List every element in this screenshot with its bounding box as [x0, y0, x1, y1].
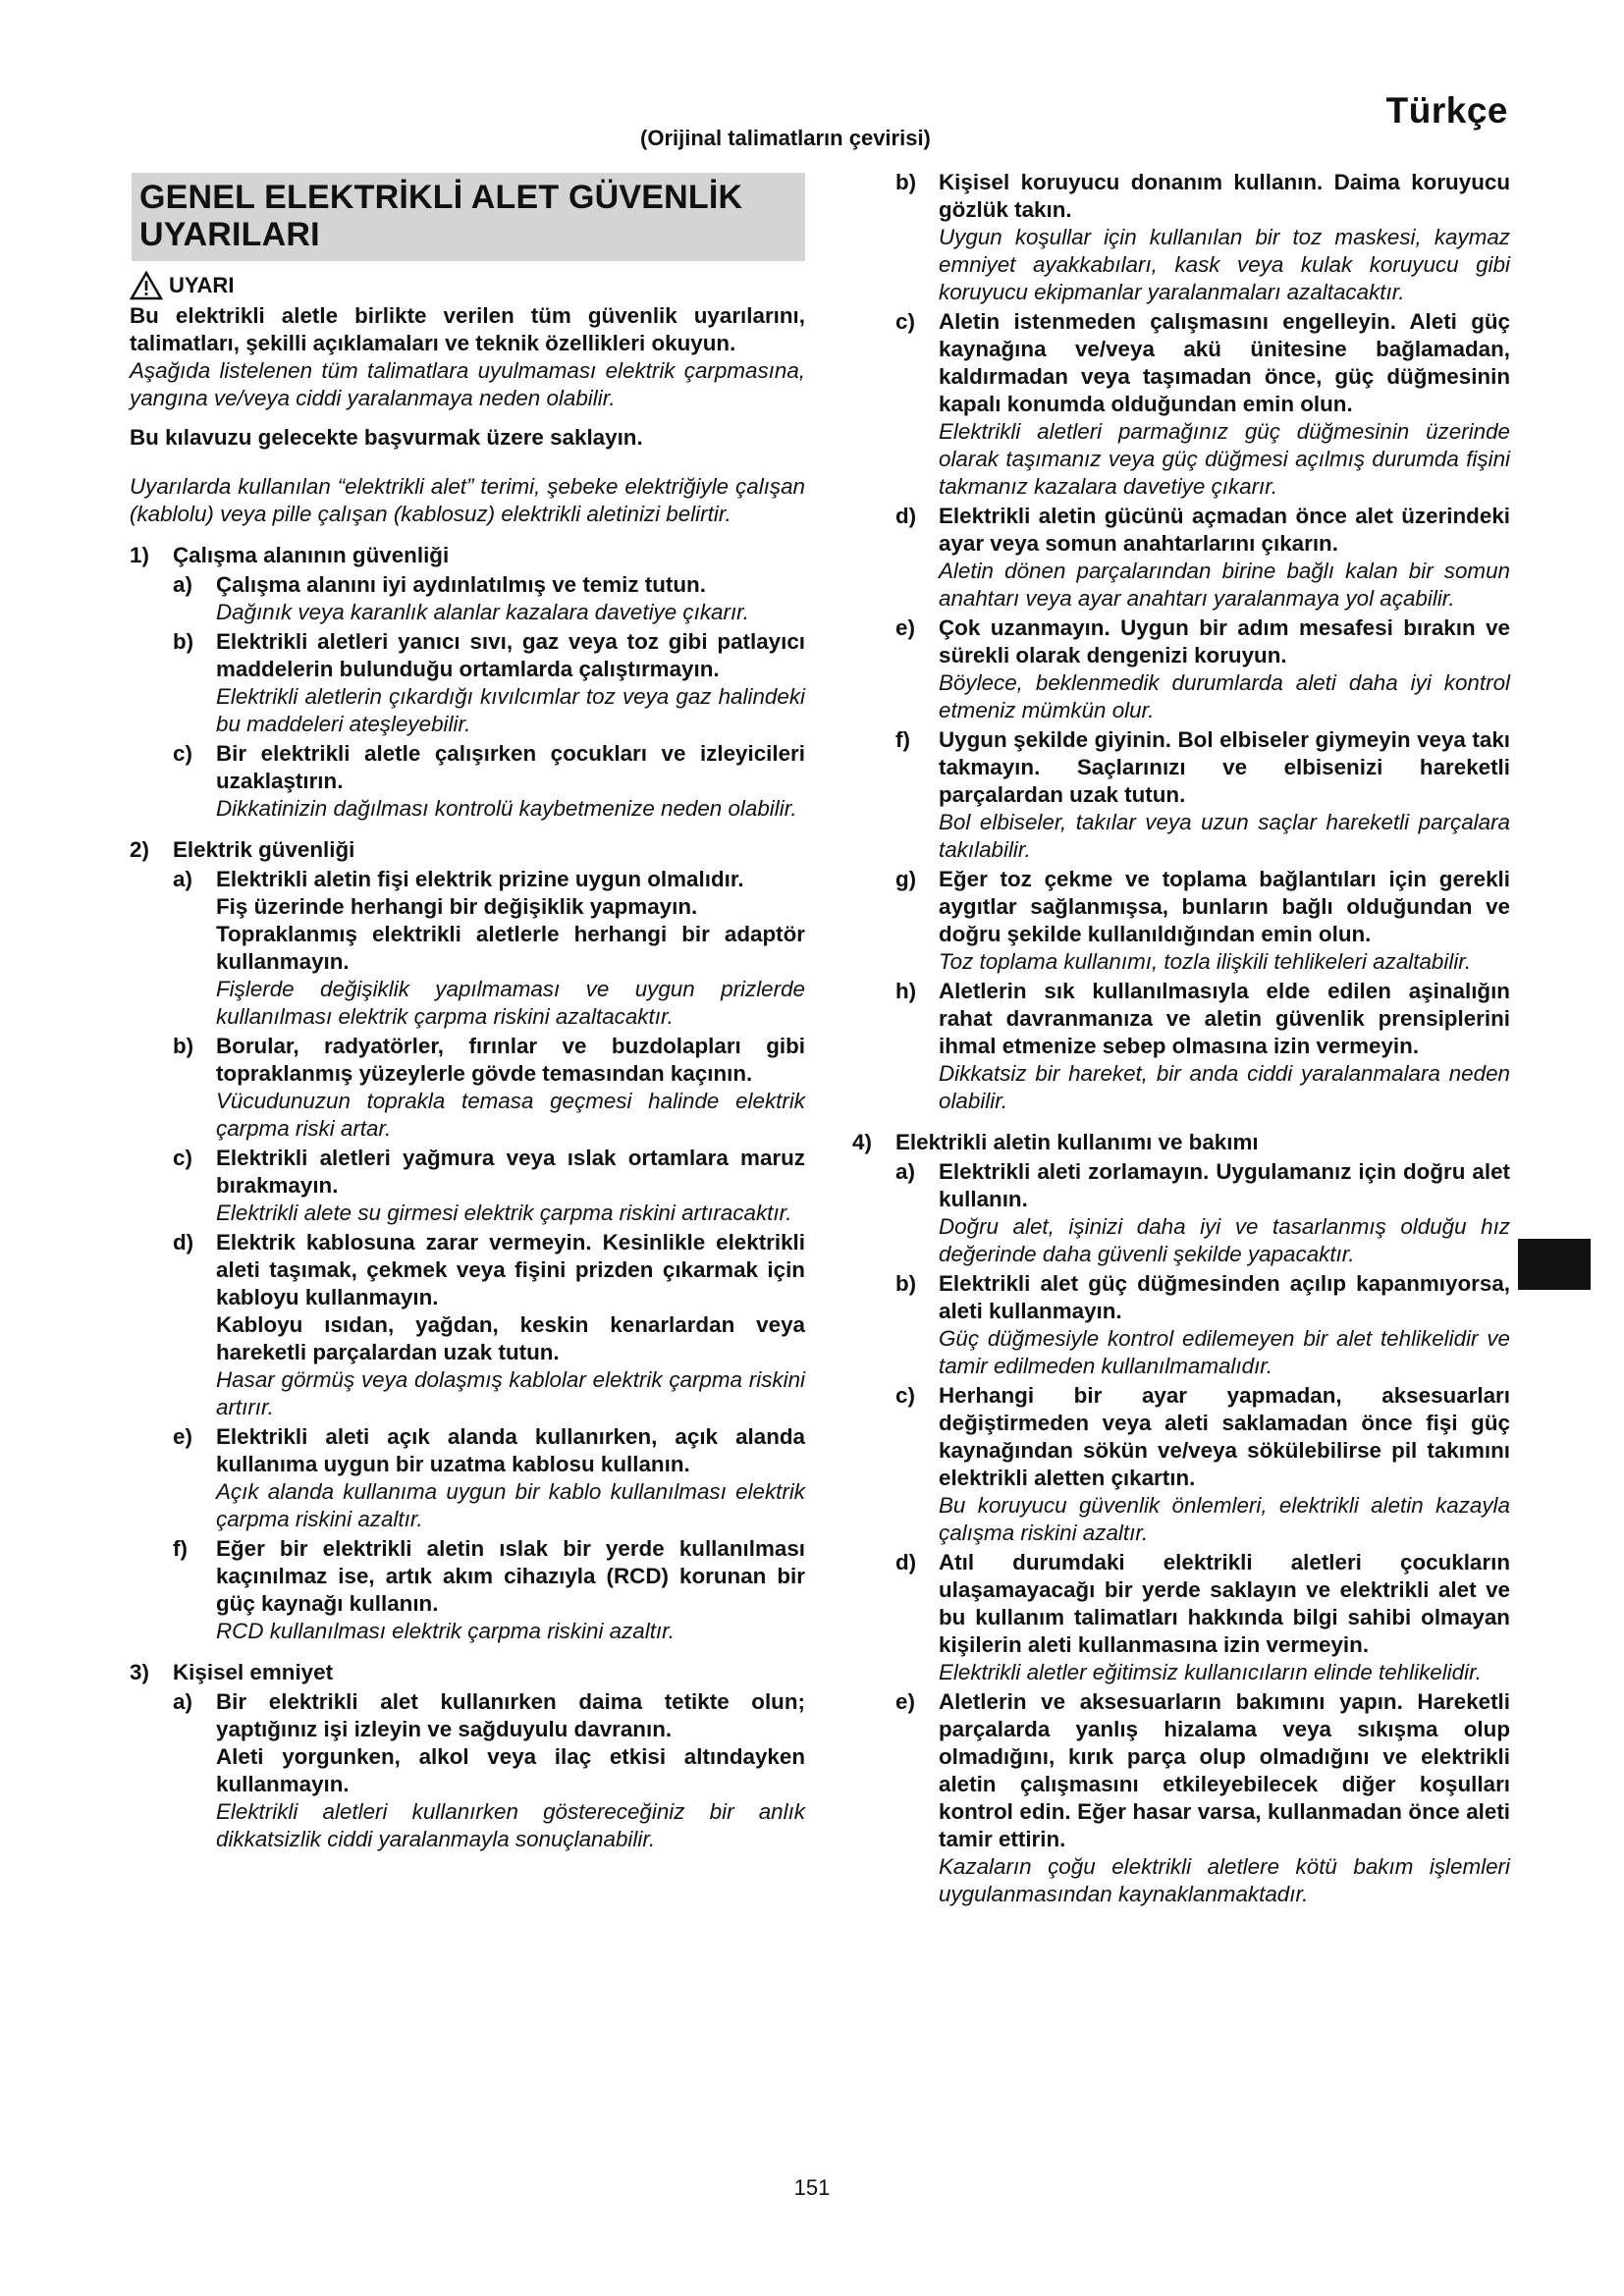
item-body: [216, 1423, 805, 1533]
item-instruction: Aleti yorgunken, alkol veya ilaç etkisi altındayken kullanmayın.: [216, 1744, 805, 1796]
translation-subtitle: (Orijinal talimatların çevirisi): [640, 126, 931, 150]
keep-manual-note: Bu kılavuzu gelecekte başvurmak üzere saklayın.: [130, 425, 643, 450]
item-instruction: Atıl durumdaki elektrikli aletleri çocukların ulaşamayacağı bir yerde saklayın ve elektrikli alet ve bu kullanım talimatları hakkında bilgi sahibi olmayan kişilerin aleti kullanmasına izin vermeyin.: [939, 1550, 1510, 1657]
intro-bold: Bu elektrikli aletle birlikte verilen tüm güvenlik uyarılarını, talimatları, şekilli açıklamaları ve teknik özellikleri okuyun.: [130, 303, 805, 355]
item-body: [216, 628, 805, 738]
item-instruction: Bir elektrikli aletle çalışırken çocukları ve izleyicileri uzaklaştırın.: [216, 741, 805, 793]
item-label: h): [895, 979, 917, 1003]
item-explanation: Uygun koşullar için kullanılan bir toz maskesi, kaymaz emniyet ayakkabıları, kask veya kulak koruyucu gibi koruyucu ekipmanlar yaralanmaları azaltacaktır.: [939, 225, 1510, 304]
item-body: [939, 503, 1510, 613]
list-item: [895, 169, 1510, 306]
section-title: Kişisel emniyet: [173, 1660, 334, 1684]
list-item: [173, 1535, 805, 1645]
section-number: 2): [130, 837, 149, 862]
list-item: [895, 726, 1510, 864]
warning-label: UYARI: [169, 273, 235, 297]
item-instruction: Eğer toz çekme ve toplama bağlantıları için gerekli aygıtlar sağlanmışsa, bunların bağlı olduğundan ve doğru şekilde kullanıldığından emin olun.: [939, 867, 1510, 946]
language-label: Türkçe: [1385, 90, 1508, 131]
item-label: c): [173, 1146, 192, 1170]
item-body: [939, 169, 1510, 306]
list-item: [895, 1688, 1510, 1908]
section-title: Çalışma alanının güvenliği: [173, 543, 450, 567]
item-explanation: Elektrikli aletleri parmağınız güç düğmesinin üzerinde olarak taşımanız veya güç düğmesi açılmış durumda fişini takmanız kazalara davetiye çıkarır.: [939, 419, 1510, 499]
item-explanation: Güç düğmesiyle kontrol edilemeyen bir alet tehlikelidir ve tamir edilmeden kullanılmamalıdır.: [939, 1326, 1510, 1378]
item-label: a): [895, 1159, 915, 1184]
list-item: [895, 978, 1510, 1115]
item-body: [939, 1382, 1510, 1547]
list-item: [173, 1145, 805, 1227]
right-column: [852, 167, 1510, 1908]
intro-italic: Aşağıda listelenen tüm talimatlara uyulmaması elektrik çarpmasına, yangına ve/veya ciddi yaralanmaya neden olabilir.: [130, 358, 805, 410]
item-instruction: Kabloyu ısıdan, yağdan, keskin kenarlardan veya hareketli parçalardan uzak tutun.: [216, 1312, 805, 1364]
item-explanation: RCD kullanılması elektrik çarpma riskini azaltır.: [216, 1619, 675, 1643]
item-label: c): [895, 1383, 915, 1408]
warning-heading: [130, 271, 805, 300]
item-body: [939, 978, 1510, 1115]
item-label: e): [895, 1689, 915, 1714]
item-body: [216, 866, 805, 1031]
item-label: c): [895, 309, 915, 334]
item-body: [939, 1158, 1510, 1268]
list-item: [173, 1229, 805, 1421]
list-item: [173, 1688, 805, 1853]
item-instruction: Elektrikli aletin gücünü açmadan önce alet üzerindeki ayar veya somun anahtarlarını çıkarın.: [939, 504, 1510, 556]
item-label: d): [173, 1230, 194, 1255]
item-instruction: Fiş üzerinde herhangi bir değişiklik yapmayın.: [216, 894, 698, 919]
item-explanation: Dikkatsiz bir hareket, bir anda ciddi yaralanmalara neden olabilir.: [939, 1061, 1510, 1113]
item-explanation: Vücudunuzun toprakla temasa geçmesi halinde elektrik çarpma riski artar.: [216, 1089, 805, 1141]
section-title: Elektrik güvenliği: [173, 837, 355, 862]
item-instruction: Kişisel koruyucu donanım kullanın. Daima koruyucu gözlük takın.: [939, 170, 1510, 222]
item-instruction: Elektrikli aleti zorlamayın. Uygulamanız için doğru alet kullanın.: [939, 1159, 1510, 1211]
section-number: 3): [130, 1660, 149, 1684]
item-body: [216, 740, 805, 823]
warning-triangle-icon: [130, 271, 163, 300]
section-heading: [130, 836, 805, 864]
item-body: [939, 1270, 1510, 1380]
item-instruction: Çalışma alanını iyi aydınlatılmış ve temiz tutun.: [216, 572, 706, 597]
item-label: b): [895, 1271, 917, 1296]
item-explanation: Dikkatinizin dağılması kontrolü kaybetmenize neden olabilir.: [216, 796, 797, 821]
item-body: [939, 726, 1510, 864]
item-body: [216, 1688, 805, 1853]
item-explanation: Elektrikli alete su girmesi elektrik çarpma riskini artıracaktır.: [216, 1201, 792, 1225]
item-instruction: Eğer bir elektrikli aletin ıslak bir yerde kullanılması kaçınılmaz ise, artık akım cihazıyla (RCD) korunan bir güç kaynağı kullanın.: [216, 1536, 805, 1616]
item-body: [216, 571, 805, 626]
section-tab-marker: [1518, 1239, 1591, 1290]
list-item: [895, 866, 1510, 976]
item-instruction: Aletlerin ve aksesuarların bakımını yapın. Hareketli parçalarda yanlış hizalama veya sıkışma olup olmadığını, kırık parça olup olmadığını ve elektrikli aletin çalışmasını etkileyebilecek diğer koşulları kontrol edin. Eğer hasar varsa, kullanmadan önce aleti tamir ettirin.: [939, 1689, 1510, 1851]
page-title: GENEL ELEKTRİKLİ ALET GÜVENLİK UYARILARI: [132, 173, 805, 261]
item-instruction: Aletlerin sık kullanılmasıyla elde edilen aşinalığın rahat davranmanıza ve aletin güvenlik prensiplerini ihmal etmenize sebep olmasına izin vermeyin.: [939, 979, 1510, 1058]
item-body: [939, 614, 1510, 724]
item-instruction: Borular, radyatörler, fırınlar ve buzdolapları gibi topraklanmış yüzeylerle gövde temasından kaçının.: [216, 1034, 805, 1086]
item-body: [939, 1688, 1510, 1908]
item-instruction: Çok uzanmayın. Uygun bir adım mesafesi bırakın ve sürekli olarak dengenizi koruyun.: [939, 615, 1510, 667]
item-body: [939, 1549, 1510, 1686]
section-heading: [852, 1129, 1510, 1156]
item-explanation: Aletin dönen parçalarından birine bağlı kalan bir somun anahtarı veya ayar anahtarı yaralanmaya yol açabilir.: [939, 559, 1510, 611]
list-item: [895, 1158, 1510, 1268]
item-instruction: Elektrikli aleti açık alanda kullanırken, açık alanda kullanıma uygun bir uzatma kablosu kullanın.: [216, 1424, 805, 1476]
item-body: [216, 1033, 805, 1143]
item-instruction: Uygun şekilde giyinin. Bol elbiseler giymeyin veya takı takmayın. Saçlarınızı ve elbisenizi hareketli parçalardan uzak tutun.: [939, 727, 1510, 807]
item-label: a): [173, 1689, 192, 1714]
list-item: [895, 503, 1510, 613]
item-label: d): [895, 1550, 917, 1575]
item-body: [216, 1535, 805, 1645]
item-explanation: Bu koruyucu güvenlik önlemleri, elektrikli aletin kazayla çalışma riskini azaltır.: [939, 1493, 1510, 1545]
item-label: g): [895, 867, 917, 891]
list-item: [173, 628, 805, 738]
item-body: [216, 1145, 805, 1227]
list-item: [895, 1549, 1510, 1686]
list-item: [895, 1382, 1510, 1547]
item-body: [939, 866, 1510, 976]
item-label: f): [173, 1536, 188, 1561]
item-explanation: Böylece, beklenmedik durumlarda aleti daha iyi kontrol etmeniz mümkün olur.: [939, 670, 1510, 722]
item-explanation: Bol elbiseler, takılar veya uzun saçlar hareketli parçalara takılabilir.: [939, 810, 1510, 862]
item-explanation: Hasar görmüş veya dolaşmış kablolar elektrik çarpma riskini artırır.: [216, 1367, 805, 1419]
item-instruction: Aletin istenmeden çalışmasını engelleyin. Aleti güç kaynağına ve/veya akü ünitesine bağlamadan, kaldırmadan veya taşımadan önce, güç düğmesinin kapalı konumda olduğundan emin olun.: [939, 309, 1510, 416]
item-label: b): [173, 629, 194, 654]
item-label: f): [895, 727, 910, 752]
section-number: 1): [130, 543, 149, 567]
item-body: [939, 308, 1510, 501]
item-instruction: Herhangi bir ayar yapmadan, aksesuarları değiştirmeden veya aleti saklamadan önce fişi güç kaynağından sökün ve/veya sökülebilirse pil takımını elektrikli aletten çıkartın.: [939, 1383, 1510, 1490]
list-item: [173, 1033, 805, 1143]
item-explanation: Toz toplama kullanımı, tozla ilişkili tehlikeleri azaltabilir.: [939, 949, 1472, 974]
section-heading: [130, 542, 805, 569]
item-explanation: Dağınık veya karanlık alanlar kazalara davetiye çıkarır.: [216, 600, 750, 624]
list-item: [173, 571, 805, 626]
left-column: [130, 169, 805, 1853]
item-explanation: Elektrikli aletlerin çıkardığı kıvılcımlar toz veya gaz halindeki bu maddeleri ateşleyebilir.: [216, 684, 805, 736]
item-label: b): [173, 1034, 194, 1058]
item-instruction: Elektrik kablosuna zarar vermeyin. Kesinlikle elektrikli aleti taşımak, çekmek veya fişini prizden çıkarmak için kabloyu kullanmayın.: [216, 1230, 805, 1309]
item-label: d): [895, 504, 917, 528]
term-definition: Uyarılarda kullanılan “elektrikli alet” terimi, şebeke elektriğiyle çalışan (kablolu) veya pille çalışan (kablosuz) elektrikli aletinizi belirtir.: [130, 474, 805, 526]
item-instruction: Bir elektrikli alet kullanırken daima tetikte olun; yaptığınız işi izleyin ve sağduyulu davranın.: [216, 1689, 805, 1741]
item-explanation: Elektrikli aletleri kullanırken göstereceğiniz bir anlık dikkatsizlik ciddi yaralanmayla sonuçlanabilir.: [216, 1799, 805, 1851]
item-explanation: Elektrikli aletler eğitimsiz kullanıcıların elinde tehlikelidir.: [939, 1660, 1482, 1684]
item-label: a): [173, 572, 192, 597]
item-instruction: Elektrikli aletin fişi elektrik prizine uygun olmalıdır.: [216, 867, 744, 891]
item-instruction: Topraklanmış elektrikli aletlerle herhangi bir adaptör kullanmayın.: [216, 922, 805, 974]
section-title: Elektrikli aletin kullanımı ve bakımı: [895, 1130, 1259, 1154]
list-item: [895, 614, 1510, 724]
section-heading: [130, 1659, 805, 1686]
list-item: [173, 740, 805, 823]
item-label: a): [173, 867, 192, 891]
item-label: c): [173, 741, 192, 766]
item-explanation: Kazaların çoğu elektrikli aletlere kötü bakım işlemleri uygulanmasından kaynaklanmaktadır.: [939, 1854, 1510, 1906]
item-explanation: Açık alanda kullanıma uygun bir kablo kullanılması elektrik çarpma riskini azaltır.: [216, 1479, 805, 1531]
list-item: [895, 308, 1510, 501]
item-label: e): [895, 615, 915, 640]
section-number: 4): [852, 1130, 872, 1154]
list-item: [173, 866, 805, 1031]
item-label: e): [173, 1424, 192, 1449]
list-item: [895, 1270, 1510, 1380]
item-instruction: Elektrikli aletleri yağmura veya ıslak ortamlara maruz bırakmayın.: [216, 1146, 805, 1198]
item-instruction: Elektrikli aletleri yanıcı sıvı, gaz veya toz gibi patlayıcı maddelerin bulunduğu ortamlarda çalıştırmayın.: [216, 629, 805, 681]
item-instruction: Elektrikli alet güç düğmesinden açılıp kapanmıyorsa, aleti kullanmayın.: [939, 1271, 1510, 1323]
item-body: [216, 1229, 805, 1421]
list-item: [173, 1423, 805, 1533]
page-number: 151: [793, 2175, 831, 2200]
item-explanation: Doğru alet, işinizi daha iyi ve tasarlanmış olduğu hız değerinde daha güvenli şekilde yapacaktır.: [939, 1214, 1510, 1266]
item-label: b): [895, 170, 917, 194]
item-explanation: Fişlerde değişiklik yapılmaması ve uygun prizlerde kullanılması elektrik çarpma riskini azaltacaktır.: [216, 977, 805, 1029]
